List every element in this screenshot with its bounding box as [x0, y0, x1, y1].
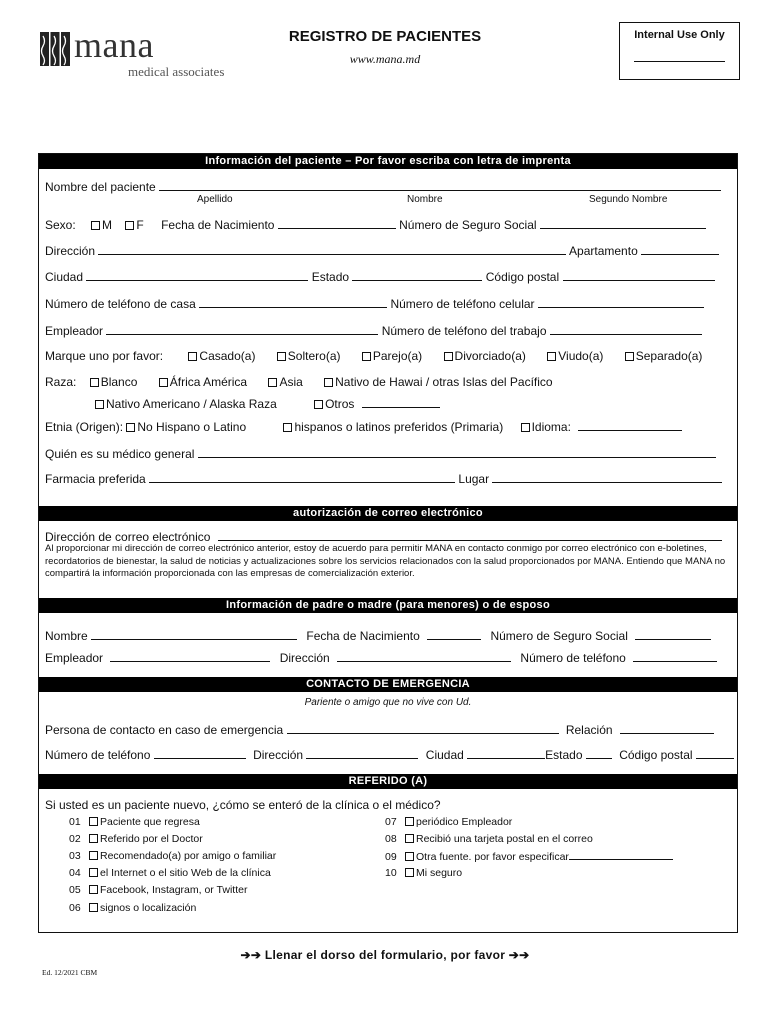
referral-option-09[interactable]: 09 Otra fuente. por favor especificar [385, 850, 673, 863]
logo-subtitle: medical associates [128, 64, 225, 79]
pharmacy-label: Farmacia preferida [45, 472, 146, 486]
internal-use-box [619, 22, 740, 80]
referral-checkbox[interactable] [89, 903, 98, 912]
ethnicity-row [45, 420, 682, 434]
referral-checkbox[interactable] [405, 868, 414, 877]
edition-label: Ed. 12/2021 CBM [42, 968, 98, 977]
race-label: Raza: [45, 375, 77, 389]
city-row [45, 270, 715, 284]
sex-label: Sexo: [45, 218, 76, 232]
referral-checkbox[interactable] [89, 834, 98, 843]
patient-name-label: Nombre del paciente [45, 180, 156, 194]
referral-option-01[interactable]: 01 Paciente que regresa [69, 816, 200, 828]
patient-name-row [45, 180, 721, 194]
patient-info-header: Información del paciente – Por favor escriba con letra de imprenta [39, 154, 737, 169]
pharmacy-row [45, 472, 722, 486]
dob-field[interactable] [278, 218, 396, 229]
race-pacific-islander-label: Nativo de Hawai / otras Islas del Pacífico [335, 375, 553, 389]
guardian-dob-field[interactable] [427, 629, 481, 640]
email-field[interactable] [218, 530, 722, 541]
referral-option-02[interactable]: 02 Referido por el Doctor [69, 833, 203, 845]
race-row-1 [45, 375, 553, 389]
race-native-american-checkbox[interactable] [95, 400, 104, 409]
internal-use-label: Internal Use Only [634, 29, 725, 41]
employer-row [45, 324, 702, 338]
emergency-state-field[interactable] [586, 748, 612, 759]
emergency-zip-field[interactable] [696, 748, 734, 759]
marital-divorced-checkbox[interactable] [444, 352, 453, 361]
ethnicity-hispanic-checkbox[interactable] [283, 423, 292, 432]
address-field[interactable] [98, 244, 566, 255]
referral-option-03[interactable]: 03 Recomendado(a) por amigo o familiar [69, 850, 277, 862]
doctor-label: Quién es su médico general [45, 447, 195, 461]
apartment-label: Apartamento [569, 244, 638, 258]
referral-question: Si usted es un paciente nuevo, ¿cómo se enteró de la clínica o el médico? [45, 798, 441, 812]
referral-header: REFERIDO (A) [39, 774, 737, 789]
emergency-contact-row [45, 723, 714, 737]
emergency-phone-row [45, 748, 734, 762]
emergency-city-field[interactable] [467, 748, 545, 759]
work-phone-field[interactable] [550, 324, 702, 335]
referral-checkbox[interactable] [405, 834, 414, 843]
guardian-phone-field[interactable] [633, 651, 717, 662]
guardian-phone-label: Número de teléfono [520, 651, 626, 665]
city-field[interactable] [86, 270, 308, 281]
referral-option-10[interactable]: 10 Mi seguro [385, 867, 463, 879]
emergency-address-label: Dirección [253, 748, 304, 762]
emergency-phone-field[interactable] [154, 748, 246, 759]
emergency-contact-label: Persona de contacto en caso de emergencia [45, 723, 284, 737]
guardian-employer-label: Empleador [45, 651, 104, 665]
marital-partner-checkbox[interactable] [362, 352, 371, 361]
language-field[interactable] [578, 420, 682, 431]
emergency-relation-label: Relación [565, 723, 613, 737]
emergency-contact-field[interactable] [287, 723, 559, 734]
registration-form [38, 153, 738, 933]
referral-checkbox[interactable] [89, 817, 98, 826]
race-white-label: Blanco [100, 375, 138, 389]
referral-checkbox[interactable] [405, 817, 414, 826]
marital-married-label: Casado(a) [199, 349, 256, 363]
marital-widowed-label: Viudo(a) [558, 349, 604, 363]
guardian-employer-row [45, 651, 717, 665]
marital-separated-checkbox[interactable] [625, 352, 634, 361]
guardian-info-header: Información de padre o madre (para menores) o de esposo [39, 598, 737, 613]
pharmacy-location-field[interactable] [492, 472, 722, 483]
phone-row [45, 297, 704, 311]
emergency-zip-label: Código postal [619, 748, 693, 762]
marital-married-checkbox[interactable] [188, 352, 197, 361]
first-name-sublabel: Nombre [407, 194, 443, 205]
referral-option-08[interactable]: 08 Recibió una tarjeta postal en el correo [385, 833, 593, 845]
race-asian-checkbox[interactable] [268, 378, 277, 387]
apartment-field[interactable] [641, 244, 719, 255]
logo [40, 25, 225, 80]
emergency-contact-header: CONTACTO DE EMERGENCIA [39, 677, 737, 692]
mana-logo-icon [40, 32, 70, 66]
document-title: REGISTRO DE PACIENTES [288, 28, 482, 45]
emergency-address-field[interactable] [306, 748, 418, 759]
guardian-name-label: Nombre [45, 629, 88, 643]
ethnicity-non-hispanic-label: No Hispano o Latino [137, 420, 247, 434]
language-checkbox[interactable] [521, 423, 530, 432]
home-phone-label: Número de teléfono de casa [45, 297, 196, 311]
dob-label: Fecha de Nacimiento [161, 218, 275, 232]
city-label: Ciudad [45, 270, 84, 284]
employer-field[interactable] [106, 324, 378, 335]
marital-row [45, 349, 702, 363]
guardian-name-row [45, 629, 711, 643]
state-field[interactable] [352, 270, 482, 281]
sex-dob-row [45, 218, 706, 232]
email-label: Dirección de correo electrónico [45, 530, 211, 544]
cell-phone-label: Número de teléfono celular [390, 297, 535, 311]
ethnicity-label: Etnia (Origen): [45, 420, 124, 434]
referral-option-04[interactable]: 04 el Internet o el sitio Web de la clínica [69, 867, 271, 879]
middle-name-sublabel: Segundo Nombre [589, 194, 668, 205]
zip-field[interactable] [563, 270, 715, 281]
race-pacific-islander-checkbox[interactable] [324, 378, 333, 387]
last-name-sublabel: Apellido [197, 194, 233, 205]
ssn-label: Número de Seguro Social [399, 218, 537, 232]
referral-option-06[interactable]: 06 signos o localización [69, 902, 197, 914]
referral-checkbox[interactable] [89, 868, 98, 877]
pharmacy-location-label: Lugar [458, 472, 490, 486]
email-authorization-header: autorización de correo electrónico [39, 506, 737, 521]
cell-phone-field[interactable] [538, 297, 704, 308]
marital-partner-label: Parejo(a) [372, 349, 423, 363]
sex-female-checkbox[interactable] [125, 221, 134, 230]
work-phone-label: Número de teléfono del trabajo [381, 324, 547, 338]
marital-single-label: Soltero(a) [287, 349, 341, 363]
employer-label: Empleador [45, 324, 104, 338]
emergency-city-label: Ciudad [425, 748, 464, 762]
race-row-2 [95, 397, 440, 411]
zip-label: Código postal [485, 270, 560, 284]
race-african-american-checkbox[interactable] [159, 378, 168, 387]
pharmacy-field[interactable] [149, 472, 455, 483]
home-phone-field[interactable] [199, 297, 387, 308]
logo-name: mana [74, 25, 154, 65]
emergency-relation-field[interactable] [620, 723, 714, 734]
fill-back-note: ➔➔ Llenar el dorso del formulario, por favor ➔➔ [240, 948, 530, 962]
emergency-state-label: Estado [545, 748, 583, 762]
emergency-phone-label: Número de teléfono [45, 748, 151, 762]
referral-option-07[interactable]: 07 periódico Empleador [385, 816, 513, 828]
guardian-dob-label: Fecha de Nacimiento [306, 629, 420, 643]
race-white-checkbox[interactable] [90, 378, 99, 387]
email-row [45, 530, 722, 544]
website-url: www.mana.md [349, 52, 421, 66]
guardian-ssn-label: Número de Seguro Social [490, 629, 628, 643]
guardian-address-label: Dirección [279, 651, 330, 665]
referral-other-field[interactable] [569, 850, 673, 860]
referral-checkbox[interactable] [405, 852, 414, 861]
marital-widowed-checkbox[interactable] [547, 352, 556, 361]
internal-use-field[interactable] [634, 61, 725, 62]
address-label: Dirección [45, 244, 96, 258]
referral-option-05[interactable]: 05 Facebook, Instagram, or Twitter [69, 884, 248, 896]
patient-name-field[interactable] [159, 180, 721, 191]
address-row [45, 244, 719, 258]
ssn-field[interactable] [540, 218, 706, 229]
marital-divorced-label: Divorciado(a) [454, 349, 526, 363]
state-label: Estado [311, 270, 350, 284]
race-other-field[interactable] [362, 397, 440, 408]
ethnicity-hispanic-label: hispanos o latinos preferidos (Primaria) [294, 420, 504, 434]
referral-checkbox[interactable] [89, 851, 98, 860]
doctor-row [45, 447, 716, 461]
emergency-note: Pariente o amigo que no vive con Ud. [304, 697, 472, 708]
email-consent-text: Al proporcionar mi dirección de correo electrónico anterior, estoy de acuerdo para permitir MANA en contacto conmigo por correo electrónico con e-boletines, recordatorios de bienestar, la salud de noticias y actualizaciones sobre los servicios relacionados con la salud proporcionados por MANA. Entiendo que MANA no compartirá la información proporcionada con las empresas de comercialización exterior. [45, 543, 726, 579]
guardian-address-field[interactable] [337, 651, 511, 662]
guardian-ssn-field[interactable] [635, 629, 711, 640]
guardian-name-field[interactable] [91, 629, 297, 640]
race-african-american-label: África América [169, 375, 248, 389]
marital-single-checkbox[interactable] [277, 352, 286, 361]
race-other-checkbox[interactable] [314, 400, 323, 409]
race-other-label: Otros [325, 397, 355, 411]
sex-male-label: M [102, 218, 113, 232]
ethnicity-non-hispanic-checkbox[interactable] [126, 423, 135, 432]
doctor-field[interactable] [198, 447, 716, 458]
language-label: Idioma: [531, 420, 571, 434]
sex-male-checkbox[interactable] [91, 221, 100, 230]
race-asian-label: Asia [279, 375, 303, 389]
guardian-employer-field[interactable] [110, 651, 270, 662]
referral-checkbox[interactable] [89, 885, 98, 894]
marital-label: Marque uno por favor: [45, 349, 164, 363]
sex-female-label: F [136, 218, 144, 232]
marital-separated-label: Separado(a) [635, 349, 703, 363]
race-native-american-label: Nativo Americano / Alaska Raza [106, 397, 277, 411]
